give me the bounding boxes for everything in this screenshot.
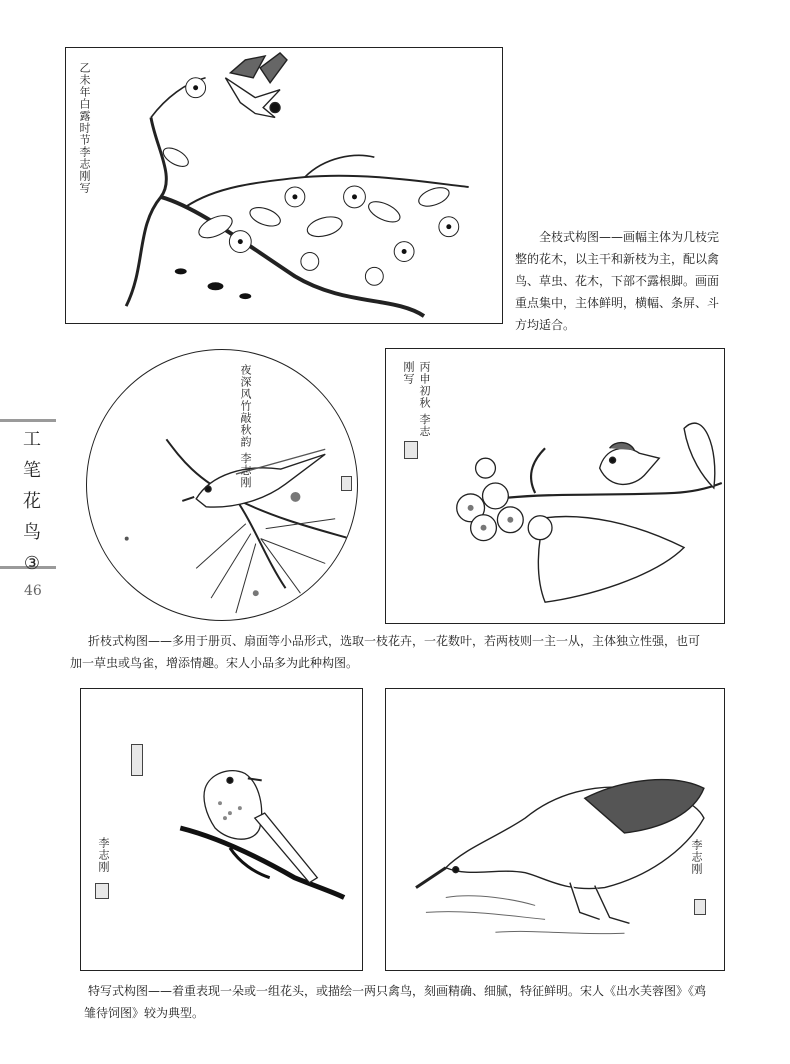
caption-branch [70, 630, 730, 674]
duck-inscription: 李志刚 [690, 839, 703, 875]
sparrow-inscription: 李志刚 [97, 837, 110, 873]
caption-line: 雏待饲图》较为典型。 [84, 1006, 205, 1020]
book-title-char: 笔 [23, 460, 41, 481]
painting-round-fan [86, 349, 358, 621]
painting-sparrow [80, 688, 363, 971]
painting-inscription: 乙未年白露时节李志刚写 [78, 62, 91, 194]
duck-illustration [386, 689, 724, 970]
painting-full-branch [65, 47, 503, 324]
caption-closeup [84, 980, 748, 1024]
flowering-branch-illustration [66, 48, 502, 323]
bird-bamboo-illustration [87, 350, 357, 620]
seal-stamp [694, 899, 706, 915]
caption-line: 折枝式构图——多用于册页、扇面等小品形式，选取一枝花卉，一花数叶，若两枝则一主一从，主体独立性强，也可 [88, 634, 701, 648]
sparrow-illustration [81, 689, 362, 970]
seal-stamp [341, 476, 352, 491]
sidebar-top-rule [0, 419, 56, 422]
book-title-char: ③ [23, 553, 41, 574]
caption-line: 特写式构图——着重表现一朵或一组花头，或描绘一两只禽鸟，刻画精确、细腻，特征鲜明。宋人《出水芙蓉图》《鸡 [88, 984, 707, 998]
caption-line: 加一草虫或鸟雀，增添情趣。宋人小品多为此种构图。 [70, 656, 359, 670]
painting-duck [385, 688, 725, 971]
caption-line: 鸟、草虫、花木，下部不露根脚。画面 [515, 274, 720, 288]
page-number: 46 [24, 583, 42, 599]
caption-line: 重点集中，主体鲜明，横幅、条屏、斗 [515, 296, 720, 310]
seal-stamp [404, 441, 418, 459]
seal-stamp [95, 883, 109, 899]
book-title-char: 花 [23, 491, 41, 512]
book-title-char: 工 [23, 429, 41, 450]
caption-line: 方均适合。 [515, 318, 576, 332]
book-title-char: 鸟 [23, 522, 41, 543]
loquat-bird-illustration [386, 349, 724, 623]
loquat-inscription: 丙申初秋 李志刚写 [402, 361, 431, 438]
caption-line: 全枝式构图——画幅主体为几枝完 [539, 230, 720, 244]
caption-line: 整的花木，以主干和新枝为主，配以禽 [515, 252, 720, 266]
caption-full-branch [515, 226, 730, 336]
seal-stamp [131, 744, 143, 776]
fan-inscription: 夜深风竹敲秋韵 李志刚 [239, 364, 252, 489]
painting-loquat-bird [385, 348, 725, 624]
book-title-vertical [18, 424, 46, 579]
